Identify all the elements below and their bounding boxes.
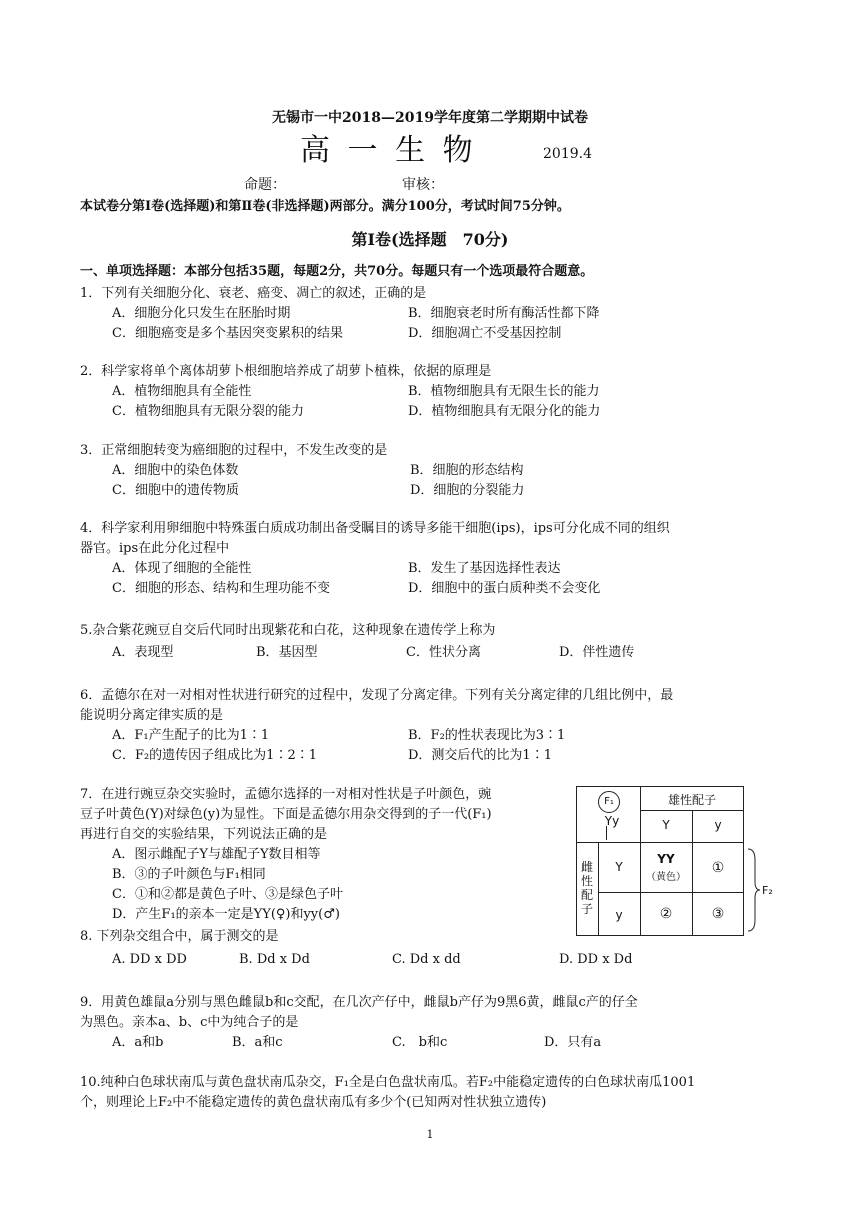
q9-stem-line2: 为黑色。亲本a、b、c中为纯合子的是 bbox=[80, 1015, 299, 1030]
cell-1: ① bbox=[711, 860, 725, 876]
q2-option-a: A．植物细胞具有全能性 bbox=[112, 384, 252, 399]
cell-2: ② bbox=[659, 906, 673, 922]
q8-stem: 8. 下列杂交组合中，属于测交的是 bbox=[80, 929, 279, 944]
q4-option-b: B．发生了基因选择性表达 bbox=[408, 561, 561, 576]
q2-stem: 2．科学家将单个离体胡萝卜根细胞培养成了胡萝卜植株，依据的原理是 bbox=[80, 364, 492, 379]
cell-3: ③ bbox=[711, 906, 725, 922]
q9-stem-line1: 9．用黄色雄鼠a分别与黑色雌鼠b和c交配，在几次产仔中，雌鼠b产仔为9黑6黄，雌鼠c产的仔全 bbox=[80, 995, 638, 1010]
q1-option-b: B．细胞衰老时所有酶活性都下降 bbox=[408, 306, 600, 321]
exam-date: 2019.4 bbox=[543, 146, 592, 162]
q6-stem-line1: 6．孟德尔在对一对相对性状进行研究的过程中，发现了分离定律。下列有关分离定律的几组比例中，最 bbox=[80, 688, 674, 703]
q3-stem: 3．正常细胞转变为癌细胞的过程中，不发生改变的是 bbox=[80, 443, 388, 458]
punnett-square-diagram bbox=[576, 786, 744, 936]
q6-option-b: B．F₂的性状表现比为3∶1 bbox=[408, 728, 566, 743]
q8-option-c: C. Dd x dd bbox=[392, 952, 461, 967]
section-title: 第Ⅰ卷(选择题 70分) bbox=[351, 230, 509, 249]
q8-option-a: A. DD x DD bbox=[112, 952, 187, 967]
q5-option-b: B．基因型 bbox=[256, 645, 318, 660]
q1-option-d: D．细胞凋亡不受基因控制 bbox=[408, 326, 562, 341]
grid-line bbox=[640, 810, 744, 811]
q7-option-a: A．图示雌配子Y与雄配子Y数目相等 bbox=[112, 847, 321, 862]
cell-YY: YY bbox=[657, 852, 675, 866]
female-gamete-Y: Y bbox=[615, 860, 623, 874]
subject-title: 高 一 生 物 bbox=[300, 133, 477, 168]
q10-stem-line1: 10.纯种白色球状南瓜与黄色盘状南瓜杂交，F₁全是白色盘状南瓜。若F₂中能稳定遗传的白色球状南瓜1001 bbox=[80, 1075, 696, 1090]
f2-brace bbox=[747, 848, 761, 932]
q4-stem-line1: 4．科学家利用卵细胞中特殊蛋白质成功制出备受瞩目的诱导多能干细胞(ips)，ips可分化成不同的组织 bbox=[80, 521, 670, 536]
cell-YY-note: （黄色） bbox=[646, 872, 686, 883]
q4-option-c: C．细胞的形态、结构和生理功能不变 bbox=[112, 581, 330, 596]
q4-option-d: D．细胞中的蛋白质种类不会变化 bbox=[408, 581, 601, 596]
q5-stem: 5.杂合紫花豌豆自交后代同时出现紫花和白花，这种现象在遗传学上称为 bbox=[80, 623, 496, 638]
q3-option-b: B．细胞的形态结构 bbox=[410, 463, 524, 478]
q9-option-a: A．a和b bbox=[112, 1035, 164, 1050]
q9-option-c: C. b和c bbox=[392, 1035, 448, 1050]
q7-option-d: D．产生F₁的亲本一定是YY(♀)和yy(♂) bbox=[112, 907, 340, 922]
q6-stem-line2: 能说明分离定律实质的是 bbox=[80, 708, 224, 723]
q1-stem: 1．下列有关细胞分化、衰老、癌变、凋亡的叙述，正确的是 bbox=[80, 286, 427, 301]
male-gamete-y: y bbox=[714, 818, 722, 832]
q6-option-d: D．测交后代的比为1∶1 bbox=[408, 748, 552, 763]
male-gamete-Y: Y bbox=[662, 818, 670, 832]
grid-line bbox=[576, 842, 744, 843]
section-intro: 一、单项选择题：本部分包括35题，每题2分，共70分。每题只有一个选项最符合题意。 bbox=[80, 264, 594, 279]
f1-circle: F₁ bbox=[598, 791, 620, 813]
grid-line bbox=[598, 892, 744, 893]
q4-option-a: A．体现了细胞的全能性 bbox=[112, 561, 252, 576]
school-title: 无锡市一中2018—2019学年度第二学期期中试卷 bbox=[272, 110, 588, 126]
q2-option-c: C．植物细胞具有无限分裂的能力 bbox=[112, 404, 304, 419]
male-gametes-label: 雄性配子 bbox=[667, 793, 716, 807]
q7-stem-line3: 再进行自交的实验结果，下列说法正确的是 bbox=[80, 827, 328, 842]
q5-option-c: C．性状分离 bbox=[406, 645, 481, 660]
q6-option-c: C．F₂的遗传因子组成比为1∶2∶1 bbox=[112, 748, 317, 763]
q5-option-a: A．表现型 bbox=[112, 645, 174, 660]
q7-option-b: B．③的子叶颜色与F₁相同 bbox=[112, 867, 266, 882]
f1-genotype: Yy bbox=[604, 814, 620, 828]
exam-instructions: 本试卷分第Ⅰ卷(选择题)和第Ⅱ卷(非选择题)两部分。满分100分，考试时间75分钟。 bbox=[80, 199, 570, 214]
female-gamete-y: y bbox=[615, 908, 623, 922]
q3-option-c: C．细胞中的遗传物质 bbox=[112, 483, 239, 498]
q9-option-d: D．只有a bbox=[544, 1035, 602, 1050]
q7-stem-line1: 7．在进行豌豆杂交实验时，孟德尔选择的一对相对性状是子叶颜色，豌 bbox=[80, 787, 492, 802]
q9-option-b: B．a和c bbox=[232, 1035, 283, 1050]
q7-stem-line2: 豆子叶黄色(Y)对绿色(y)为显性。下面是孟德尔用杂交得到的子一代(F₁) bbox=[80, 807, 492, 822]
page-number: 1 bbox=[426, 1128, 434, 1141]
q5-option-d: D．伴性遗传 bbox=[559, 645, 635, 660]
q6-option-a: A．F₁产生配子的比为1∶1 bbox=[112, 728, 270, 743]
q4-stem-line2: 器官。ips在此分化过程中 bbox=[80, 541, 230, 556]
q8-option-b: B. Dd x Dd bbox=[239, 952, 310, 967]
q2-option-b: B．植物细胞具有无限生长的能力 bbox=[408, 384, 600, 399]
q10-stem-line2: 个，则理论上F₂中不能稳定遗传的黄色盘状南瓜有多少个(已知两对性状独立遗传) bbox=[80, 1095, 547, 1110]
q3-option-a: A．细胞中的染色体数 bbox=[112, 463, 239, 478]
q2-option-d: D．植物细胞具有无限分化的能力 bbox=[408, 404, 601, 419]
female-gametes-label: 雌性配子 bbox=[580, 860, 593, 916]
q8-option-d: D. DD x Dd bbox=[559, 952, 633, 967]
proposer-label: 命题： bbox=[244, 177, 286, 193]
q1-option-a: A．细胞分化只发生在胚胎时期 bbox=[112, 306, 291, 321]
f2-label: F₂ bbox=[762, 884, 773, 897]
reviewer-label: 审核： bbox=[402, 177, 444, 193]
q1-option-c: C．细胞癌变是多个基因突变累积的结果 bbox=[112, 326, 343, 341]
arrow-line bbox=[606, 826, 607, 840]
q7-option-c: C．①和②都是黄色子叶、③是绿色子叶 bbox=[112, 887, 343, 902]
q3-option-d: D．细胞的分裂能力 bbox=[410, 483, 525, 498]
